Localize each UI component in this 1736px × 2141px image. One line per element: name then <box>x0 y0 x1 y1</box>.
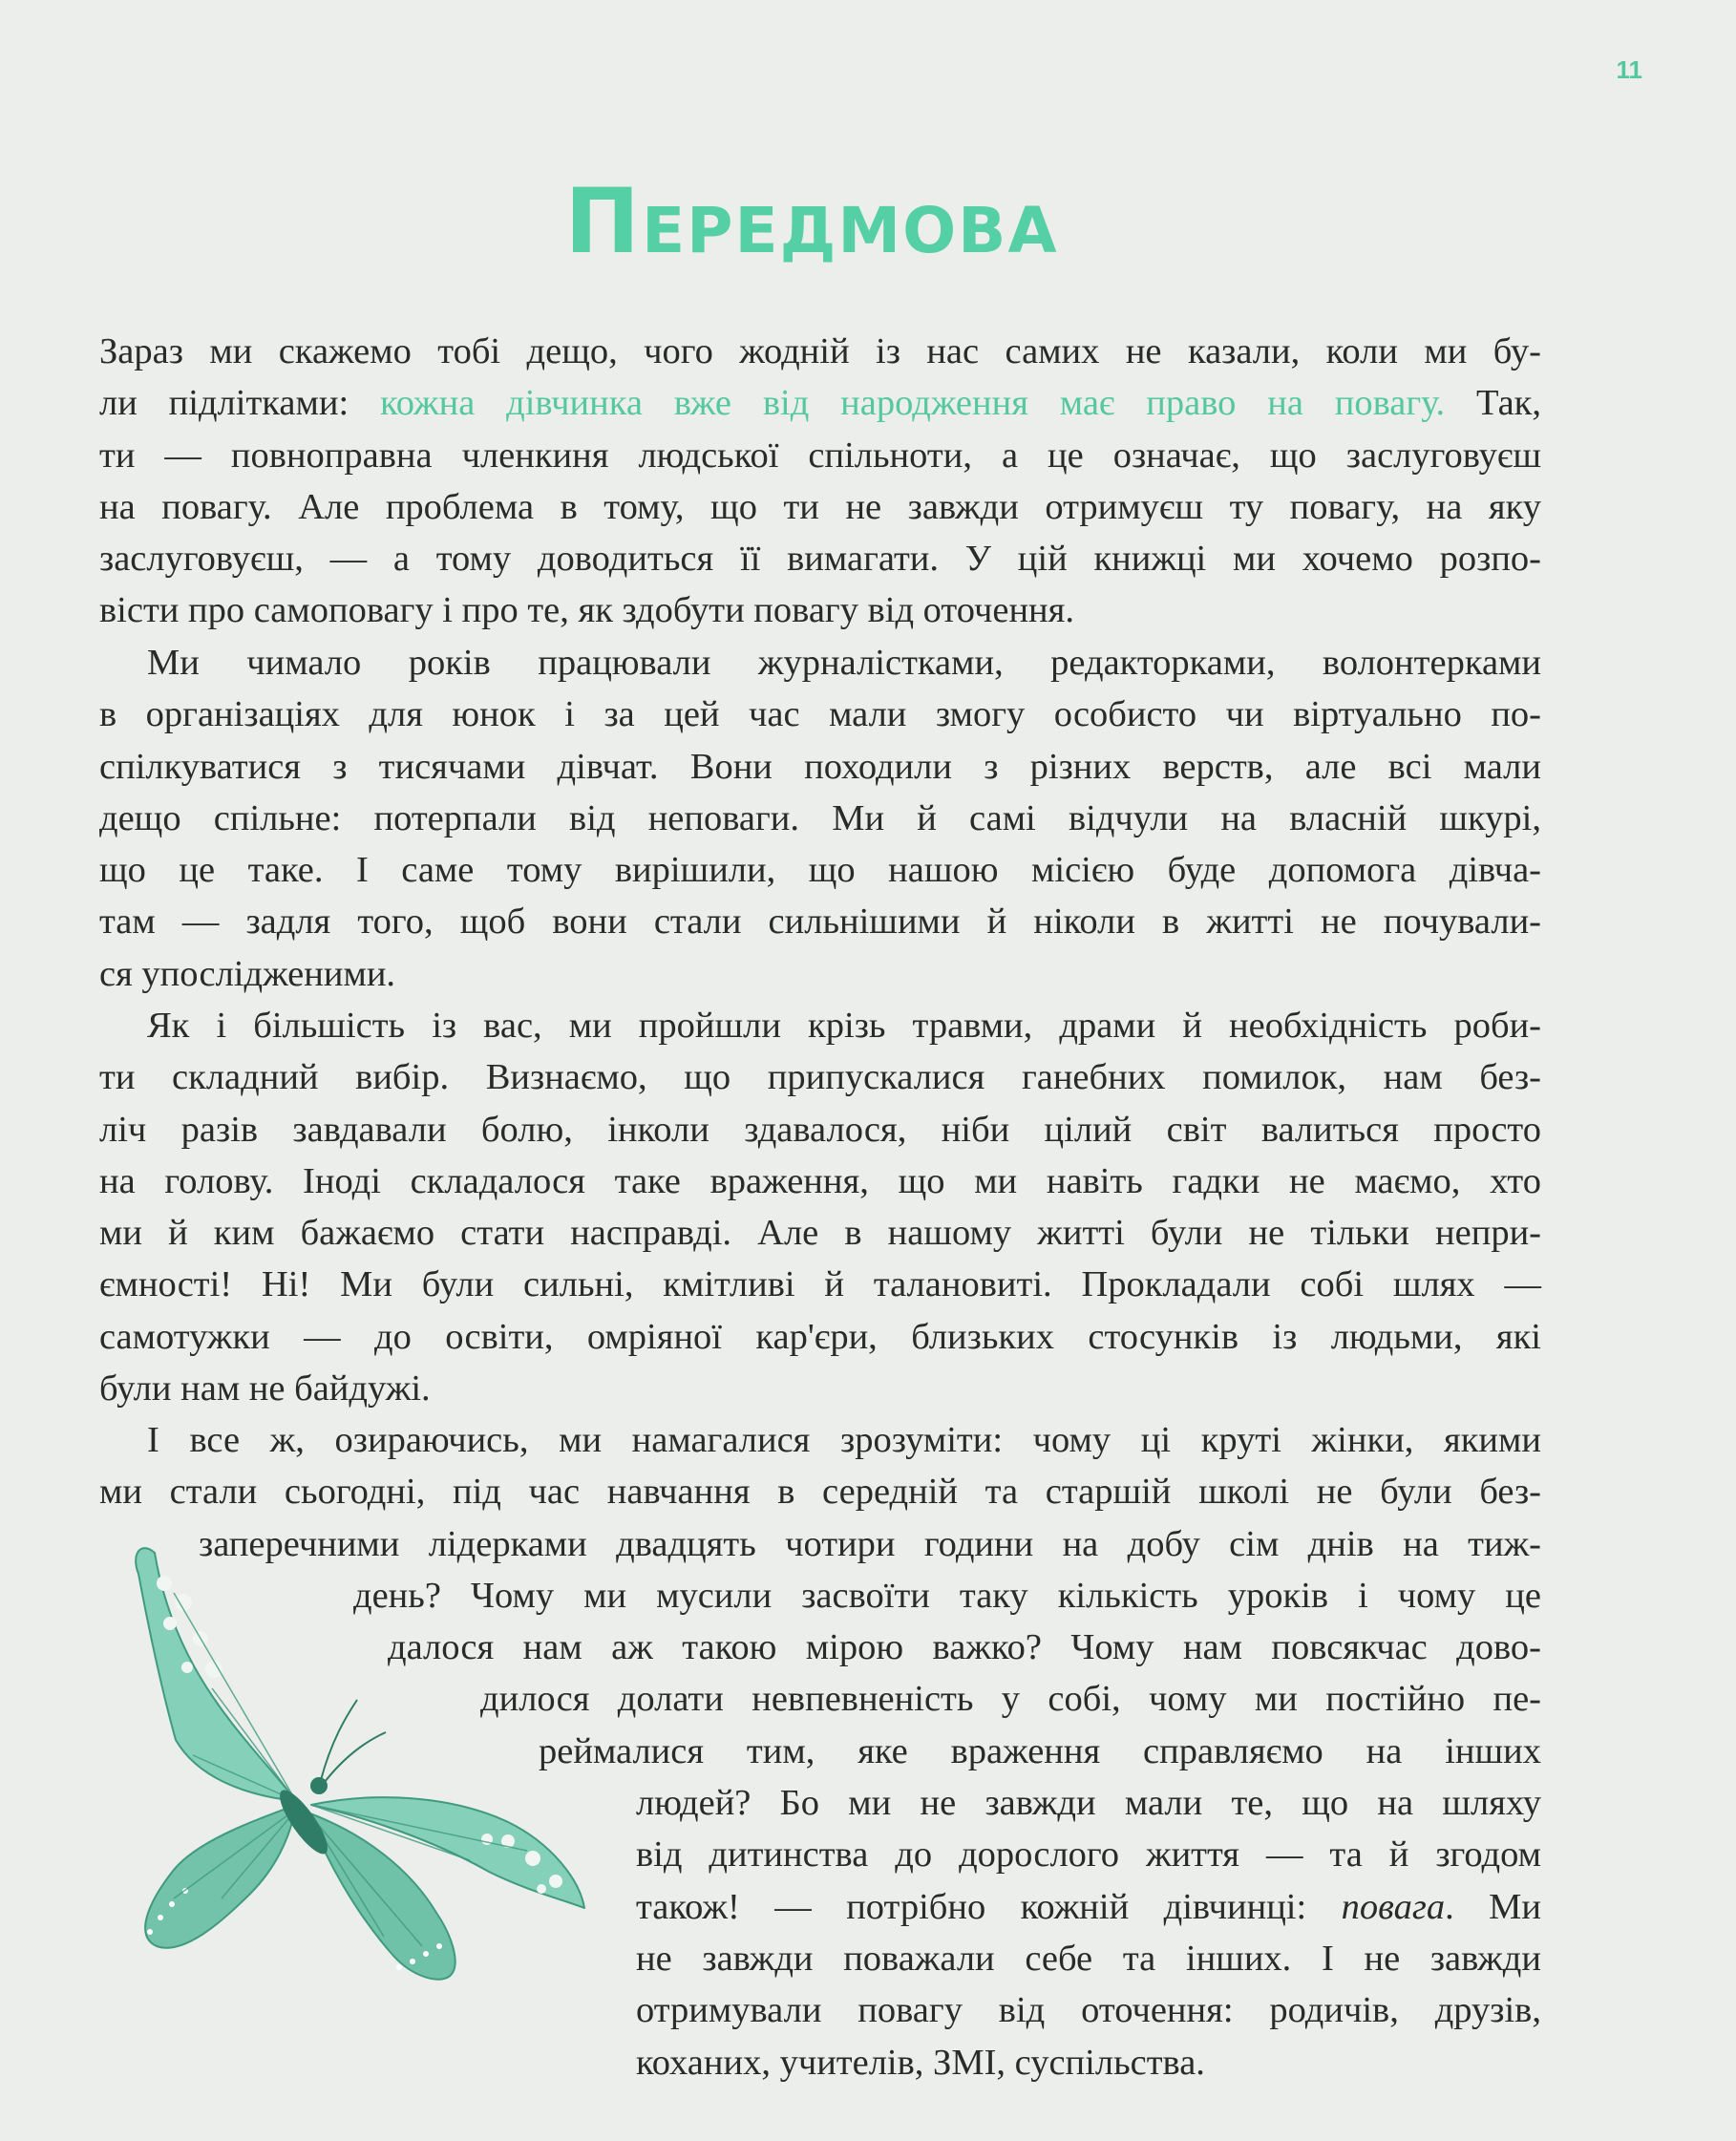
paragraph-2 <box>99 637 1541 1000</box>
paragraph-3 <box>99 1000 1541 1414</box>
text-line: Зараз ми скажемо тобі дещо, чого жодній із нас самих не казали, коли ми бу- <box>99 331 1541 371</box>
text-line: дещо спільне: потерпали від неповаги. Ми й самі відчули на власній шкурі, <box>99 797 1541 838</box>
text-line: ми й ким бажаємо стати насправді. Але в нашому житті були не тільки непри- <box>99 1213 1541 1254</box>
text-line: заслуговуєш, — а тому доводиться її вимагати. У цій книжці ми хочемо розпо- <box>99 539 1541 580</box>
text-segment: Так, <box>1445 383 1541 424</box>
text-line: реймалися тим, яке враження справляємо на інших <box>539 1730 1541 1771</box>
text-line: ти складний вибір. Визнаємо, що припускалися ганебних помилок, нам без- <box>99 1057 1541 1098</box>
text-line: коханих, учителів, ЗМІ, суспільства. <box>636 2042 1205 2083</box>
text-line <box>636 1881 1541 1933</box>
text-line: Ми чимало років працювали журналістками, редакторками, волонтерками <box>147 643 1541 683</box>
text-line: вісти про самоповагу і про те, як здобути повагу від оточення. <box>99 590 1074 631</box>
text-segment: . Ми <box>1445 1886 1541 1927</box>
text-line: від дитинства до дорослого життя — та й згодом <box>636 1834 1541 1876</box>
paragraph-1 <box>99 326 1541 637</box>
text-line: ми стали сьогодні, під час навчання в середній та старшій школі не були без- <box>99 1472 1541 1513</box>
text-line: ся упослідженими. <box>99 953 396 994</box>
highlighted-statement: кожна дівчинка вже від народження має право на повагу. <box>379 383 1446 424</box>
emphasized-word: повага <box>1341 1886 1446 1927</box>
text-line: ліч разів завдавали болю, інколи здавалося, ніби цілий світ валиться просто <box>99 1109 1541 1150</box>
butterfly-illustration <box>107 1536 603 1994</box>
text-segment: також! — потрібно кожній дівчинці: <box>636 1886 1342 1927</box>
text-line: заперечними лідерками двадцять чотири години на добу сім днів на тиж- <box>199 1523 1541 1564</box>
text-line: далося нам аж такою мірою важко? Чому нам повсякчас дово- <box>388 1627 1541 1668</box>
text-line: самотужки — до освіти, омріяної кар'єри, близьких стосунків із людьми, які <box>99 1316 1541 1357</box>
text-line: І все ж, озираючись, ми намагалися зрозуміти: чому ці круті жінки, якими <box>147 1420 1541 1460</box>
text-line: на повагу. Але проблема в тому, що ти не завжди отримуєш ту повагу, на яку <box>99 486 1541 527</box>
text-line: спілкуватися з тисячами дівчат. Вони походили з різних верств, але всі мали <box>99 746 1541 787</box>
text-line: що це таке. І саме тому вирішили, що нашою місією буде допомога дівча- <box>99 850 1541 891</box>
text-line: ти — повноправна членкиня людської спільноти, а це означає, що заслуговуєш <box>99 435 1541 476</box>
text-line: були нам не байдужі. <box>99 1368 431 1410</box>
page-number: 11 <box>1616 55 1642 84</box>
text-line: в організаціях для юнок і за цей час мали змогу особисто чи віртуально по- <box>99 694 1541 735</box>
text-line: день? Чому ми мусили засвоїти таку кількість уроків і чому це <box>353 1575 1541 1616</box>
text-line: ємності! Ні! Ми були сильні, кмітливі й талановиті. Прокладали собі шлях — <box>99 1264 1541 1305</box>
text-line: на голову. Іноді складалося таке враження, що ми навіть гадки не маємо, хто <box>99 1160 1541 1201</box>
chapter-title: Передмова <box>564 170 1059 274</box>
text-line: людей? Бо ми не завжди мали те, що на шляху <box>636 1783 1541 1824</box>
text-line: отримували повагу від оточення: родичів, друзів, <box>636 1990 1541 2031</box>
text-line: Як і більшість із вас, ми пройшли крізь травми, драми й необхідність роби- <box>147 1006 1541 1046</box>
text-line: там — задля того, щоб вони стали сильнішими й ніколи в житті не почували- <box>99 901 1541 943</box>
text-line: дилося долати невпевненість у собі, чому ми постійно пе- <box>480 1679 1541 1720</box>
text-segment: ли підлітками: <box>99 383 380 424</box>
text-line <box>99 377 1541 429</box>
text-line: не завжди поважали себе та інших. І не завжди <box>636 1938 1541 1979</box>
